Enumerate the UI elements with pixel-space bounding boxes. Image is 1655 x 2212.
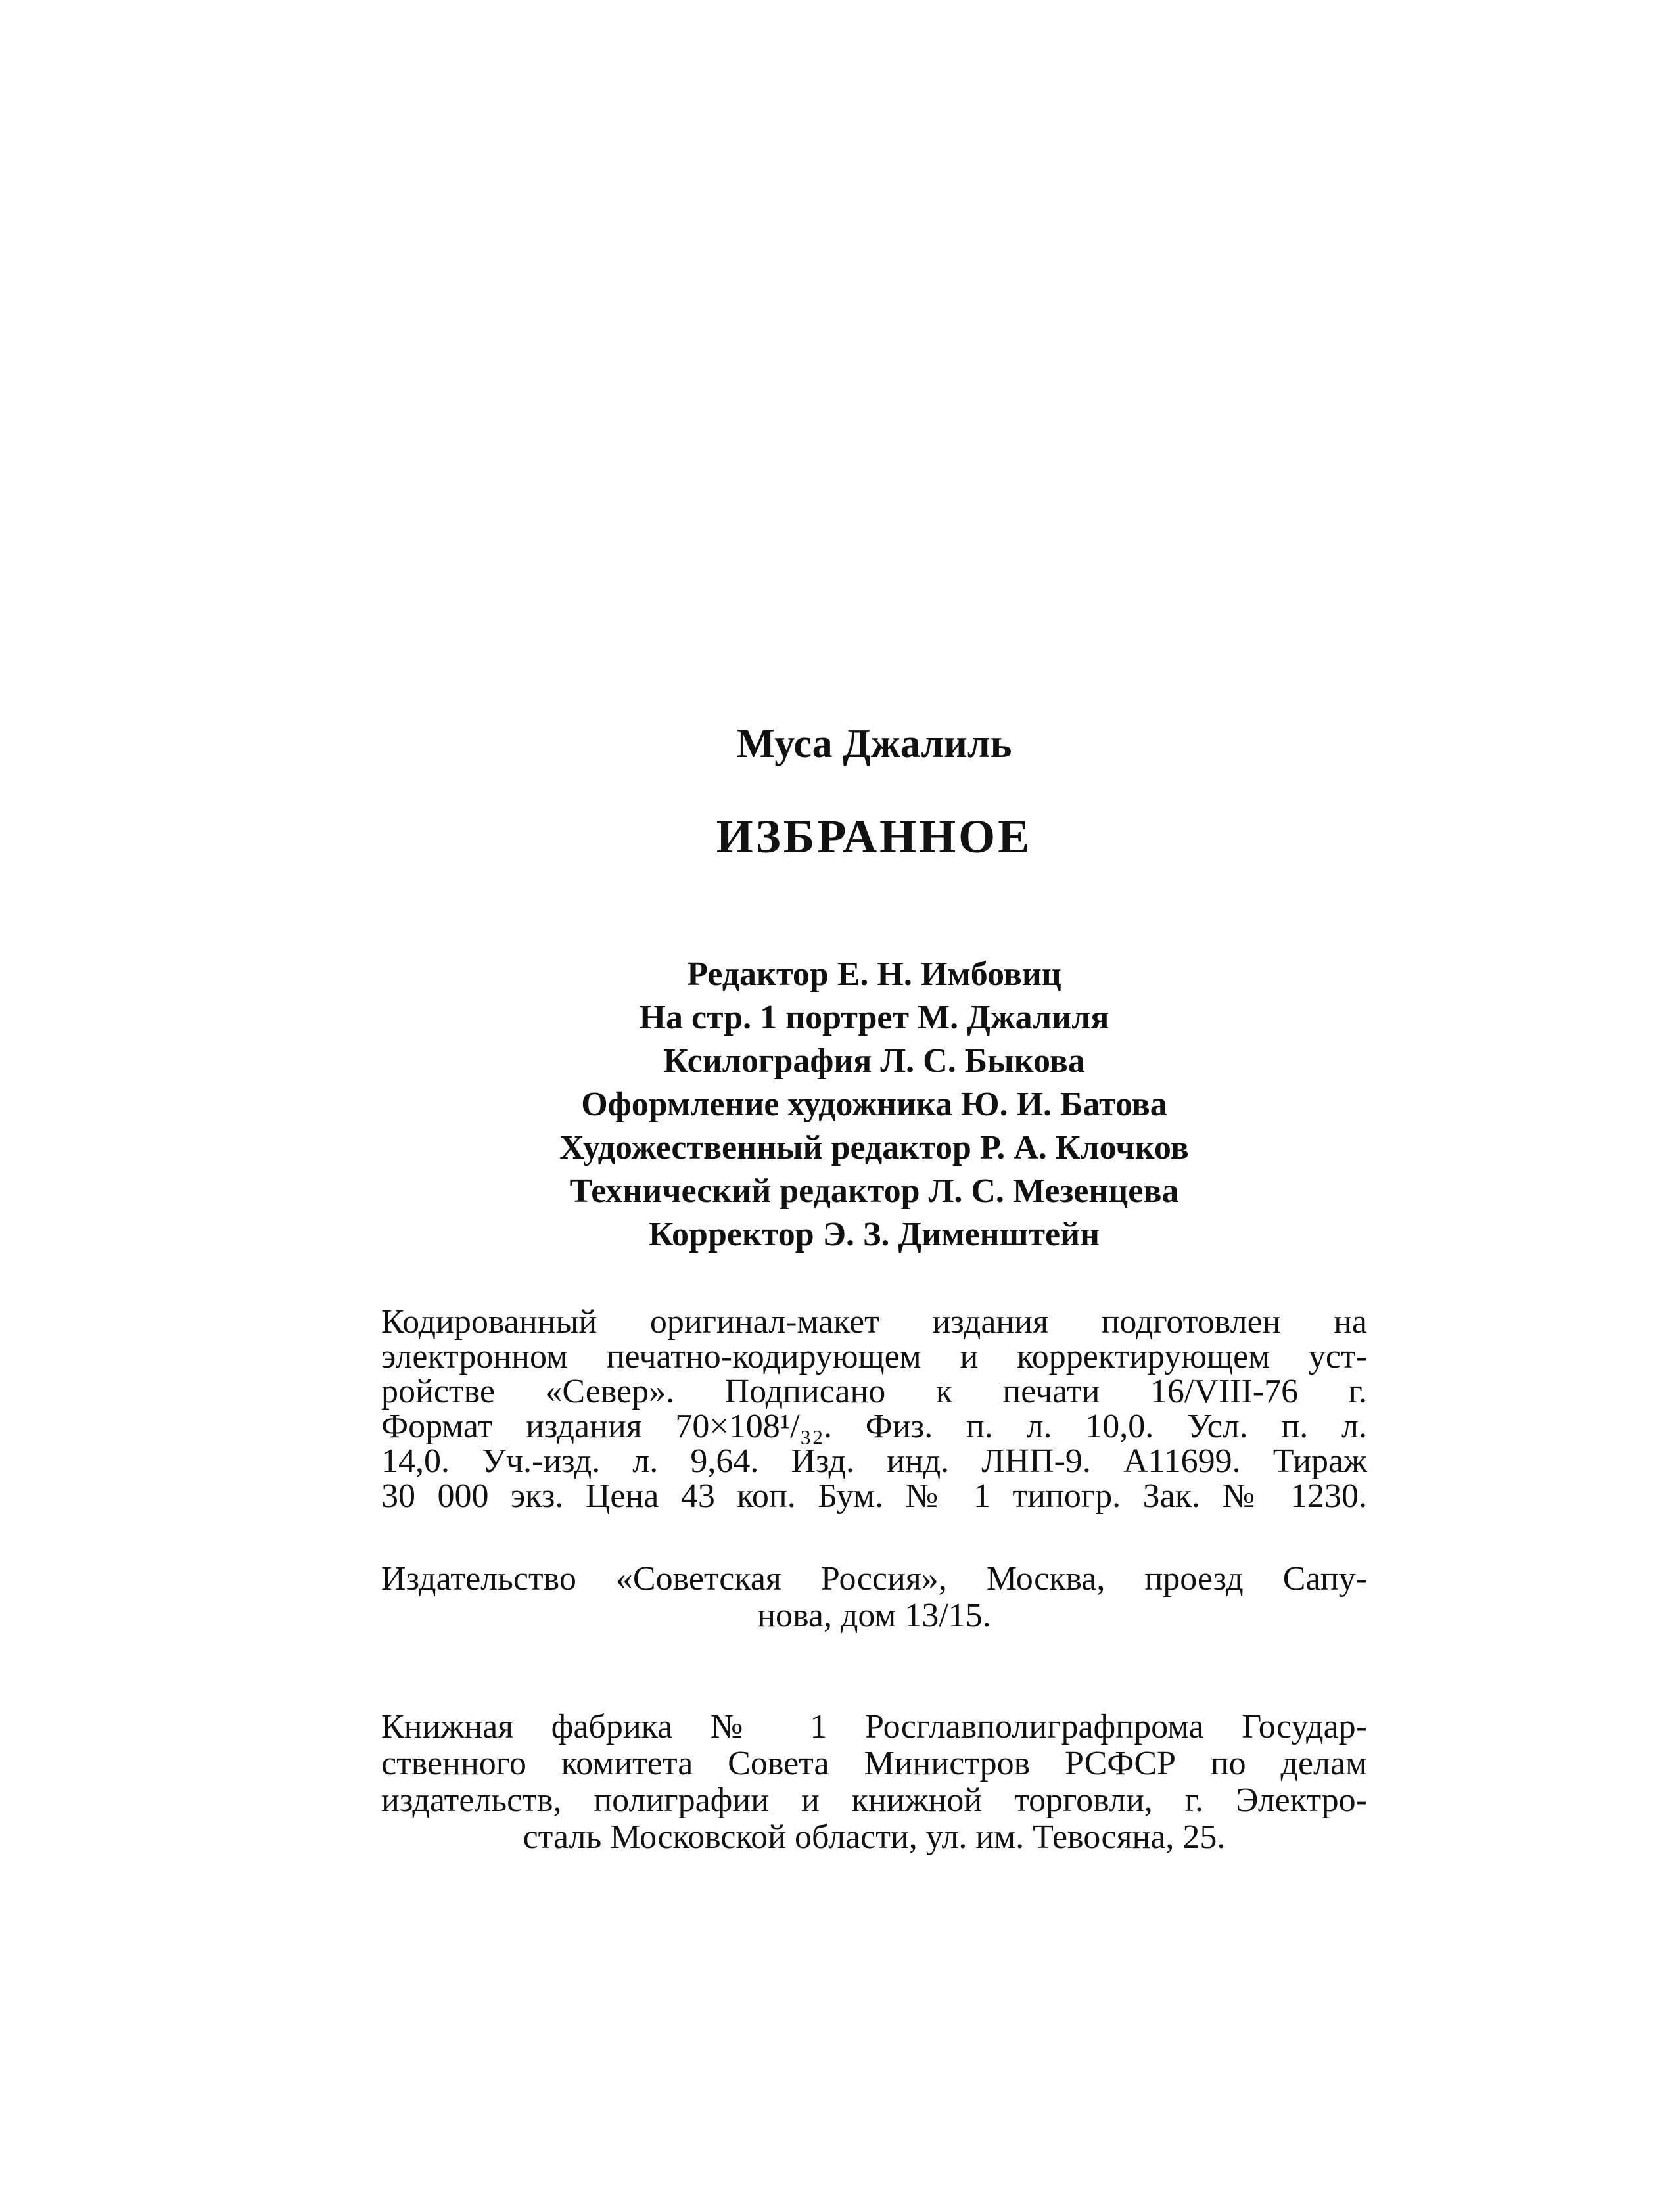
factory-line: ственного комитета Совета Министров РСФСР по делам bbox=[381, 1745, 1367, 1782]
imprint-line: ройстве «Север». Подписано к печати 16/VIII-76 г. bbox=[381, 1373, 1367, 1410]
publisher-line: нова, дом 13/15. bbox=[757, 1597, 991, 1634]
credit-art-editor: Художественный редактор Р. А. Клочков bbox=[559, 1129, 1189, 1166]
printing-factory-block bbox=[381, 1709, 1367, 1856]
factory-line: Книжная фабрика № 1 Росглавполиграфпрома Государ- bbox=[381, 1708, 1367, 1745]
author-name: Муса Джалиль bbox=[736, 722, 1012, 766]
imprint-line: Кодированный оригинал-макет издания подготовлен на bbox=[381, 1303, 1367, 1341]
credit-technical-editor: Технический редактор Л. С. Мезенцева bbox=[569, 1172, 1179, 1210]
credit-proofreader: Корректор Э. З. Дименштейн bbox=[648, 1216, 1100, 1253]
factory-line: издательств, полиграфии и книжной торговли, г. Электро- bbox=[381, 1782, 1367, 1819]
credit-portrait: На стр. 1 портрет М. Джалиля bbox=[639, 999, 1109, 1036]
credit-editor: Редактор Е. Н. Имбовиц bbox=[687, 956, 1061, 993]
publisher-block bbox=[381, 1561, 1367, 1634]
imprint-line: 30 000 экз. Цена 43 коп. Бум. № 1 типогр. Зак. № 1230. bbox=[381, 1477, 1367, 1515]
credit-design: Оформление художника Ю. И. Батова bbox=[581, 1086, 1167, 1123]
imprint-line: 14,0. Уч.-изд. л. 9,64. Изд. инд. ЛНП-9. А11699. Тираж bbox=[381, 1442, 1367, 1480]
credits-list bbox=[381, 953, 1367, 1256]
factory-line: сталь Московской области, ул. им. Тевосяна, 25. bbox=[523, 1818, 1226, 1856]
imprint-line: Формат издания 70×108¹/₃₂. Физ. п. л. 10,0. Усл. п. л. bbox=[381, 1408, 1367, 1445]
imprint-line: электронном печатно-кодирующем и корректирующем уст- bbox=[381, 1338, 1367, 1375]
imprint-block bbox=[381, 1304, 1367, 1513]
book-title: ИЗБРАННОЕ bbox=[716, 810, 1033, 863]
credit-xylography: Ксилография Л. С. Быкова bbox=[663, 1042, 1085, 1080]
publisher-line: Издательство «Советская Россия», Москва, проезд Сапу- bbox=[381, 1560, 1367, 1598]
